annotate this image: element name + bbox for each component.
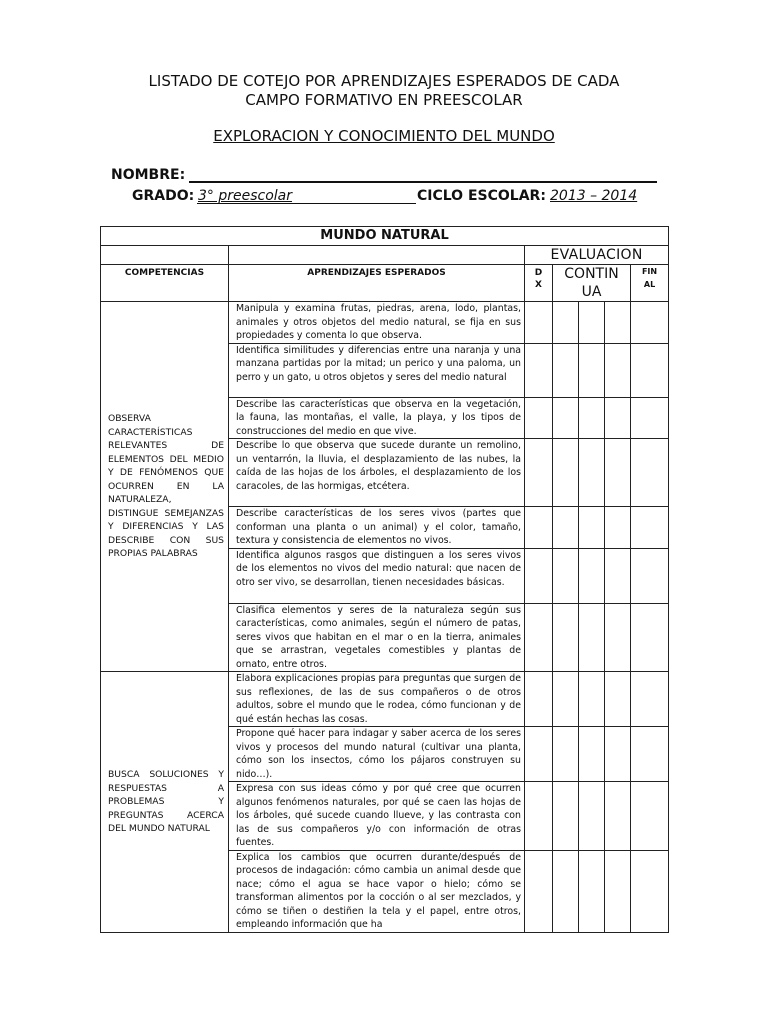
continua-header: [553, 265, 631, 302]
continua-checkbox[interactable]: [553, 850, 579, 932]
continua-label: CONTIN UA: [564, 266, 619, 300]
aprendizaje-cell: Describe lo que observa que sucede durante un remolino, un ventarrón, la lluvia, el desplazamiento de las nubes, la caída de las hojas de los árboles, el desplazamiento de los caracoles, de las hormigas, etcétera.: [229, 439, 525, 507]
evaluacion-header: EVALUACION: [525, 246, 669, 265]
continua-checkbox[interactable]: [553, 782, 579, 851]
title-line-2: CAMPO FORMATIVO EN PREESCOLAR: [245, 91, 523, 109]
dx-checkbox[interactable]: [525, 439, 553, 507]
final-label: FIN AL: [641, 267, 658, 289]
continua-checkbox[interactable]: [605, 548, 631, 603]
ciclo-label: CICLO ESCOLAR:: [417, 188, 546, 204]
aprendizaje-cell: Identifica algunos rasgos que distinguen a los seres vivos de los elementos no vivos del medio natural: que nacen de otro ser vivo, se desarrollan, tienen necesidades básicas.: [229, 548, 525, 603]
continua-checkbox[interactable]: [553, 302, 579, 344]
continua-checkbox[interactable]: [579, 727, 605, 782]
continua-checkbox[interactable]: [553, 672, 579, 727]
aprendizaje-cell: Expresa con sus ideas cómo y por qué cree que ocurren algunos fenómenos naturales, por qué se caen las hojas de los árboles, qué sucede cuando llueve, y las contrasta con las de sus compañeros y/o con información de otras fuentes.: [229, 782, 525, 851]
continua-checkbox[interactable]: [605, 302, 631, 344]
final-checkbox[interactable]: [631, 850, 669, 932]
continua-checkbox[interactable]: [579, 850, 605, 932]
ciclo-value: 2013 – 2014: [550, 188, 638, 204]
dx-checkbox[interactable]: [525, 850, 553, 932]
aprendizaje-cell: [229, 850, 525, 932]
dx-checkbox[interactable]: [525, 302, 553, 344]
grado-label: GRADO:: [132, 188, 195, 204]
section-title: MUNDO NATURAL: [101, 227, 669, 246]
final-checkbox[interactable]: [631, 439, 669, 507]
final-checkbox[interactable]: [631, 727, 669, 782]
continua-checkbox[interactable]: [605, 603, 631, 672]
continua-checkbox[interactable]: [605, 850, 631, 932]
dx-checkbox[interactable]: [525, 343, 553, 397]
continua-checkbox[interactable]: [553, 507, 579, 549]
final-checkbox[interactable]: [631, 548, 669, 603]
continua-checkbox[interactable]: [579, 439, 605, 507]
dx-checkbox[interactable]: [525, 727, 553, 782]
blank-cell: [229, 246, 525, 265]
competencias-header: COMPETENCIAS: [101, 265, 229, 302]
competencia-cell: OBSERVA CARACTERÍSTICAS RELEVANTES DE ELEMENTOS DEL MEDIO Y DE FENÓMENOS QUE OCURREN EN LA NATURALEZA, DISTINGUE SEMEJANZAS Y DIFERENCIAS Y LAS DESCRIBE CON SUS PROPIAS PALABRAS: [101, 302, 229, 672]
continua-checkbox[interactable]: [579, 397, 605, 439]
continua-checkbox[interactable]: [605, 782, 631, 851]
dx-checkbox[interactable]: [525, 672, 553, 727]
competencia-cell: BUSCA SOLUCIONES Y RESPUESTAS A PROBLEMAS Y PREGUNTAS ACERCA DEL MUNDO NATURAL: [101, 672, 229, 933]
continua-checkbox[interactable]: [553, 548, 579, 603]
continua-checkbox[interactable]: [605, 727, 631, 782]
final-checkbox[interactable]: [631, 603, 669, 672]
continua-checkbox[interactable]: [605, 439, 631, 507]
continua-checkbox[interactable]: [553, 397, 579, 439]
continua-checkbox[interactable]: [579, 672, 605, 727]
final-checkbox[interactable]: [631, 507, 669, 549]
continua-checkbox[interactable]: [553, 727, 579, 782]
continua-checkbox[interactable]: [553, 343, 579, 397]
subtitle: EXPLORACION Y CONOCIMIENTO DEL MUNDO: [213, 127, 555, 145]
aprendizaje-cell: Identifica similitudes y diferencias entre una naranja y una manzana partidas por la mitad; un perico y una paloma, un perro y un gato, u otros objetos y seres del medio natural: [229, 343, 525, 397]
continua-checkbox[interactable]: [579, 302, 605, 344]
dx-checkbox[interactable]: [525, 507, 553, 549]
dx-checkbox[interactable]: [525, 782, 553, 851]
continua-checkbox[interactable]: [605, 672, 631, 727]
continua-checkbox[interactable]: [605, 343, 631, 397]
final-checkbox[interactable]: [631, 302, 669, 344]
final-checkbox[interactable]: [631, 397, 669, 439]
blank-cell: [101, 246, 229, 265]
dx-checkbox[interactable]: [525, 548, 553, 603]
aprendizaje-cell: Manipula y examina frutas, piedras, arena, lodo, plantas, animales y otros objetos del medio natural, se fija en sus propiedades y comenta lo que observa.: [229, 302, 525, 344]
dx-label: D X: [534, 268, 543, 290]
aprendizaje-cell: Elabora explicaciones propias para preguntas que surgen de sus reflexiones, de las de sus compañeros o de otros adultos, sobre el mundo que le rodea, cómo funcionan y de qué están hechas las cosas.: [229, 672, 525, 727]
checklist-table: [100, 226, 669, 933]
continua-checkbox[interactable]: [579, 548, 605, 603]
aprendizaje-cell: Propone qué hacer para indagar y saber acerca de los seres vivos y procesos del mundo natural (cultivar una planta, cómo son los insectos, cómo los pájaros construyen su nido…).: [229, 727, 525, 782]
continua-checkbox[interactable]: [579, 507, 605, 549]
continua-checkbox[interactable]: [553, 603, 579, 672]
grado-value: 3° preescolar: [198, 188, 293, 204]
continua-checkbox[interactable]: [579, 782, 605, 851]
dx-checkbox[interactable]: [525, 603, 553, 672]
continua-checkbox[interactable]: [605, 397, 631, 439]
continua-checkbox[interactable]: [579, 603, 605, 672]
grado-line: [197, 203, 416, 204]
continua-checkbox[interactable]: [553, 439, 579, 507]
aprendizaje-text-clipped: Explica los cambios que ocurren durante/después de procesos de indagación: cómo cambia un animal desde que nace; cómo el agua se hace vapor o hielo; cómo se transforman alimentos por la cocción o al ser mezclados, y cómo se tiñen o destiñen la tela y el papel, entre otros, empleando información que ha: [236, 851, 521, 930]
dx-header: [525, 265, 553, 302]
aprendizaje-cell: Clasifica elementos y seres de la naturaleza según sus características, como animales, según el número de patas, seres vivos que habitan en el mar o en la tierra, animales que se arrastran, vegetales comestibles y plantas de ornato, entre otros.: [229, 603, 525, 672]
final-checkbox[interactable]: [631, 672, 669, 727]
dx-checkbox[interactable]: [525, 397, 553, 439]
continua-checkbox[interactable]: [605, 507, 631, 549]
continua-checkbox[interactable]: [579, 343, 605, 397]
aprendizaje-cell: Describe las características que observa en la vegetación, la fauna, las montañas, el valle, la playa, y los tipos de construcciones del medio en que vive.: [229, 397, 525, 439]
nombre-label: NOMBRE:: [111, 167, 186, 183]
final-header: [631, 265, 669, 302]
title-line-1: LISTADO DE COTEJO POR APRENDIZAJES ESPERADOS DE CADA: [148, 72, 620, 90]
aprendizajes-header: APRENDIZAJES ESPERADOS: [229, 265, 525, 302]
nombre-line: [189, 181, 657, 183]
final-checkbox[interactable]: [631, 343, 669, 397]
final-checkbox[interactable]: [631, 782, 669, 851]
aprendizaje-cell: Describe características de los seres vivos (partes que conforman una planta o un animal) y el color, tamaño, textura y consistencia de elementos no vivos.: [229, 507, 525, 549]
